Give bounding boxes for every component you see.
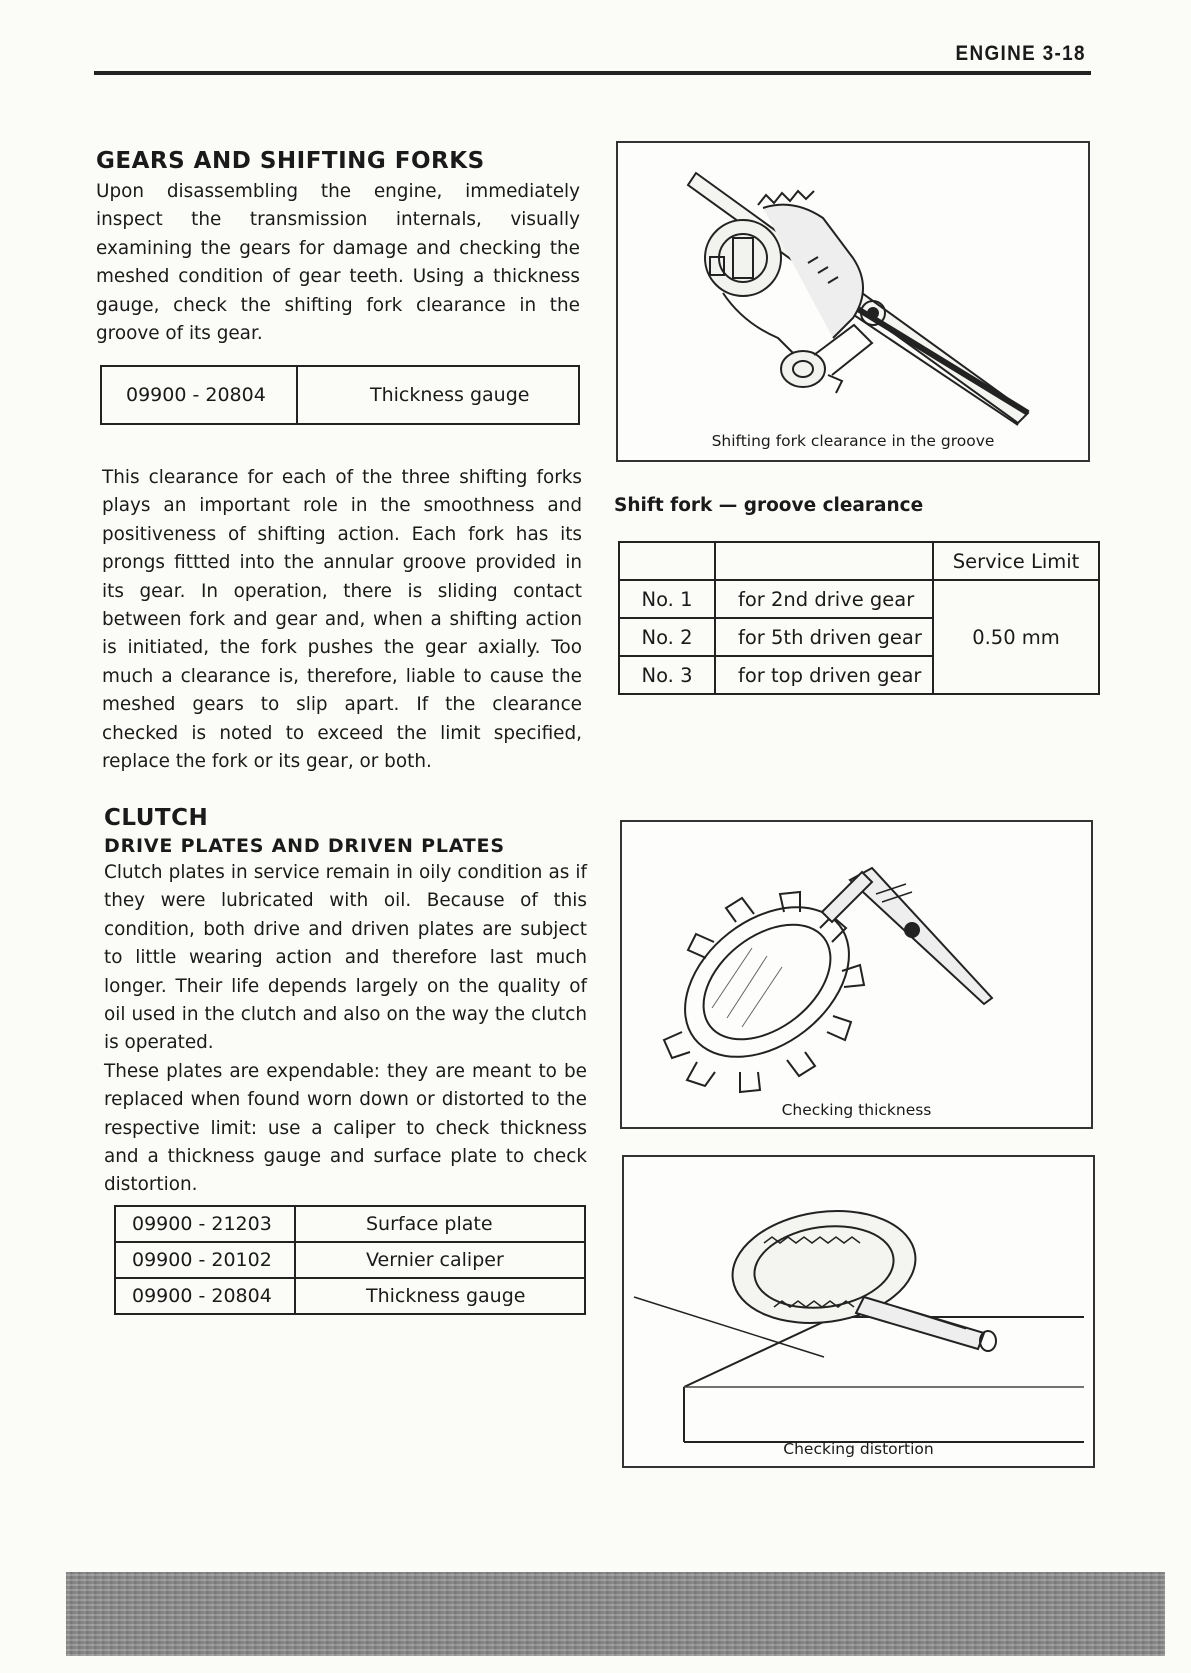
gears-paragraph-2: This clearance for each of the three shifting forks plays an important role in the smoothness and positiveness of shifting action. Each fork has its prongs fittted into the annular groove provided in its gear. In operation, there is sliding contact between fork and gear and, when a shifting action is initiated, the fork pushes the gear axially. Too much a clearance is, therefore, liable to cause the meshed gears to slip apart. If the clearance checked is noted to exceed the limit specified, replace the fork or its gear, or both.	[102, 467, 582, 773]
gears-section	[96, 148, 580, 348]
fork-gear: for top driven gear	[715, 656, 933, 694]
shift-fork-table	[618, 541, 1100, 695]
figure-shifting-fork	[616, 141, 1090, 462]
tool-name: Thickness gauge	[295, 1278, 585, 1314]
service-limit-value: 0.50 mm	[933, 580, 1099, 694]
clutch-paragraph-1: Clutch plates in service remain in oily condition as if they were lubricated with oil. Because of this condition, both drive and driven plates are subject to little wearing action and therefore last much longer. Their life depends largely on the quality of oil used in the clutch and also on the way the clutch is operated.	[104, 862, 587, 1054]
header-rule	[94, 71, 1091, 75]
gears-tool-table	[100, 365, 580, 425]
table-row	[619, 580, 1099, 618]
table-row	[115, 1278, 585, 1314]
clutch-paragraph-2: These plates are expendable: they are meant to be replaced when found worn down or distorted to the respective limit: use a caliper to check thickness and a thickness gauge and surface plate to check distortion.	[104, 1060, 587, 1196]
table-row	[115, 1206, 585, 1242]
figure-checking-distortion	[622, 1155, 1095, 1468]
tool-part-number: 09900 - 20102	[115, 1242, 295, 1278]
scan-border-band	[66, 1572, 1165, 1656]
clutch-tool-table	[114, 1205, 586, 1315]
clutch-subheading: DRIVE PLATES AND DRIVEN PLATES	[104, 835, 505, 857]
figure-caption: Checking thickness	[781, 1101, 932, 1119]
figure-caption: Shifting fork clearance in the groove	[711, 432, 995, 450]
tool-part-number: 09900 - 21203	[115, 1206, 295, 1242]
table-row	[101, 366, 579, 424]
page-header-title: ENGINE 3-18	[955, 42, 1086, 65]
table-cell-empty	[715, 542, 933, 580]
clutch-section	[104, 805, 587, 1200]
table-cell-empty	[619, 542, 715, 580]
figure-checking-thickness	[620, 820, 1093, 1129]
fork-number: No. 1	[619, 580, 715, 618]
tool-name: Vernier caliper	[295, 1242, 585, 1278]
tool-part-number: 09900 - 20804	[101, 366, 297, 424]
tool-name: Surface plate	[295, 1206, 585, 1242]
gears-section-continued	[102, 464, 582, 776]
table-header-service-limit: Service Limit	[933, 542, 1099, 580]
surface-plate-illustration	[624, 1157, 1093, 1466]
fork-number: No. 3	[619, 656, 715, 694]
fork-gear: for 5th driven gear	[715, 618, 933, 656]
tool-name: Thickness gauge	[297, 366, 579, 424]
fork-gear: for 2nd drive gear	[715, 580, 933, 618]
tool-part-number: 09900 - 20804	[115, 1278, 295, 1314]
shift-fork-table-title: Shift fork — groove clearance	[614, 495, 924, 516]
clutch-heading: CLUTCH	[104, 805, 209, 831]
table-row	[619, 542, 1099, 580]
fork-number: No. 2	[619, 618, 715, 656]
table-row	[115, 1242, 585, 1278]
caliper-plate-illustration	[622, 822, 1091, 1127]
figure-caption: Checking distortion	[783, 1440, 934, 1458]
gears-heading: GEARS AND SHIFTING FORKS	[96, 148, 485, 174]
gears-paragraph-1: Upon disassembling the engine, immediately inspect the transmission internals, visually examining the gears for damage and checking the meshed condition of gear teeth. Using a thickness gauge, check the shifting fork clearance in the groove of its gear.	[96, 181, 580, 345]
shifting-fork-illustration	[618, 143, 1088, 460]
